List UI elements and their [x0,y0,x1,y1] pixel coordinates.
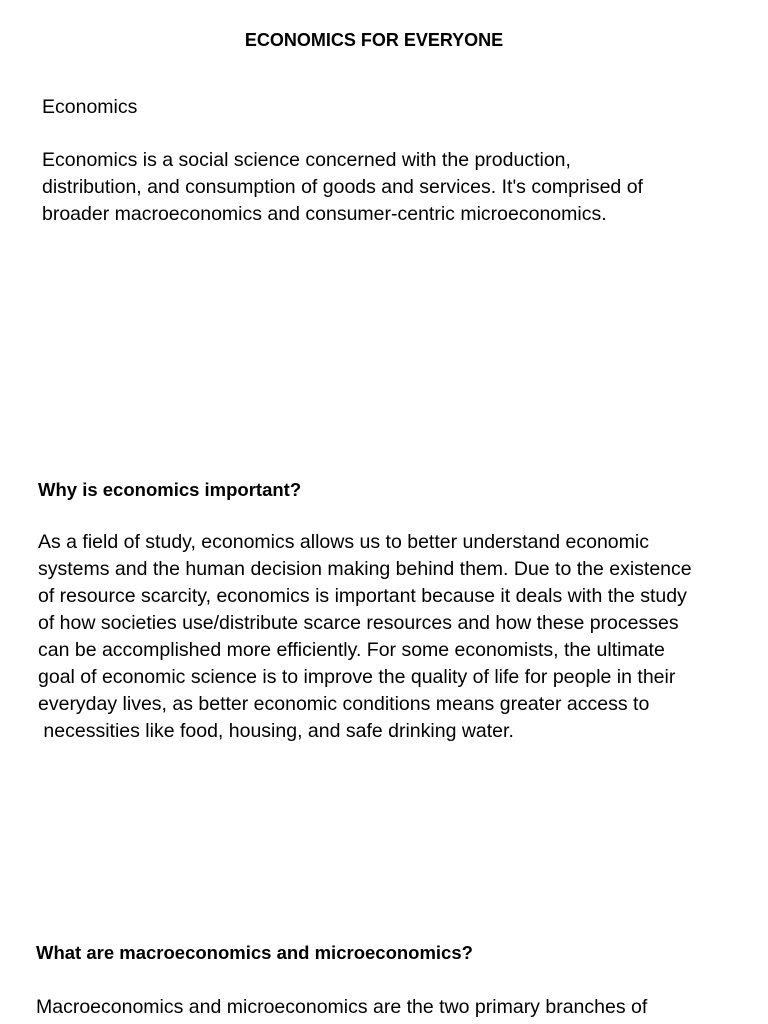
text-line: As a field of study, economics allows us to better understand economic [38,531,649,553]
section-heading-importance: Why is economics important? [38,479,302,500]
text-line: goal of economic science is to improve the quality of life for people in their [38,666,676,688]
section-heading-economics: Economics [42,96,138,118]
document-title: ECONOMICS FOR EVERYONE [244,30,504,50]
text-line: broader macroeconomics and consumer-centric microeconomics. [42,203,607,225]
text-line: everyday lives, as better economic conditions means greater access to [38,693,650,715]
economics-paragraph [42,147,643,228]
text-line: Macroeconomics and microeconomics are the two primary branches of [36,996,648,1018]
text-line: systems and the human decision making behind them. Due to the existence [38,558,692,580]
text-line: of how societies use/distribute scarce resources and how these processes [38,612,679,634]
text-line: necessities like food, housing, and safe drinking water. [38,720,514,742]
importance-paragraph [38,529,692,745]
macro-micro-paragraph [36,994,647,1021]
text-line: of resource scarcity, economics is important because it deals with the study [38,585,687,607]
text-line: can be accomplished more efficiently. For some economists, the ultimate [38,639,665,661]
text-line: Economics is a social science concerned with the production, [42,149,571,171]
text-line: distribution, and consumption of goods and services. It's comprised of [42,176,643,198]
section-heading-macro-micro: What are macroeconomics and microeconomics? [36,942,473,963]
